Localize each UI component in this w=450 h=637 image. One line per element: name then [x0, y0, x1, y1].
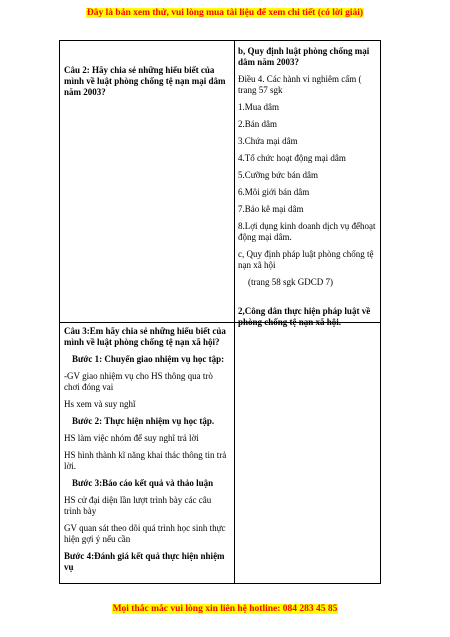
step-2-line: HS hình thành kĩ năng khai thác thông tin trả lời. — [64, 450, 227, 471]
list-item: 1.Mua dâm — [238, 102, 279, 112]
list-item: 4.Tổ chức hoạt động mại dâm — [238, 153, 346, 163]
step-1-line: -GV giao nhiệm vụ cho HS thông qua trò chơi đóng vai — [64, 371, 213, 392]
preview-banner: Đây là bản xem thử, vui lòng mua tài liệu để xem chi tiết (có lời giải) — [86, 8, 364, 18]
article-4: Điều 4. Các hành vi nghiêm cấm ( trang 57 sgk — [238, 74, 362, 95]
list-item: 3.Chứa mại dâm — [238, 136, 298, 146]
step-3-title: Bước 3:Báo cáo kết quả và thảo luận — [72, 478, 214, 488]
list-item: 8.Lợi dụng kinh doanh dịch vụ đểhoạt động mại dâm. — [238, 221, 376, 242]
list-item: 7.Bảo kê mại dâm — [238, 204, 304, 214]
list-item: 6.Môi giới bán dâm — [238, 187, 310, 197]
column-divider — [234, 41, 235, 583]
heading-2: 2,Công dân thực hiện pháp luật về phòng chống tệ nạn xã hội. — [238, 306, 371, 327]
step-1-title: Bước 1: Chuyển giao nhiệm vụ học tập: — [72, 354, 225, 364]
step-4-title: Bước 4:Đánh giá kết quả thực hiện nhiệm vụ — [64, 551, 225, 572]
hotline-banner: Mọi thắc mắc vui lòng xin liên hệ hotline: 084 283 45 85 — [112, 604, 338, 614]
step-2-title: Bước 2: Thực hiện nhiệm vụ học tập. — [72, 416, 215, 426]
left-bottom-cell — [64, 326, 230, 579]
page-reference: (trang 58 sgk GDCD 7) — [248, 277, 333, 287]
right-cell — [238, 46, 378, 334]
step-3-line: GV quan sát theo dõi quá trình học sinh thực hiện gợi ý nếu cần — [64, 523, 226, 544]
step-3-line: HS cử đại diện lần lượt trình bày các câu trình bày — [64, 495, 212, 516]
question-3: Câu 3:Em hãy chia sẻ những hiểu biết của mình về luật phòng chống tệ nạn xã hội? — [64, 326, 226, 347]
step-2-line: HS làm việc nhóm để suy nghĩ trả lời — [64, 433, 199, 443]
heading-b: b, Quy định luật phòng chống mại dâm năm 2003? — [238, 46, 370, 67]
heading-c: c, Quy định pháp luật phòng chống tệ nạn xã hội — [238, 249, 374, 270]
list-item: 2.Bán dâm — [238, 119, 277, 129]
left-top-cell — [64, 65, 230, 104]
step-1-line: Hs xem và suy nghĩ — [64, 399, 136, 409]
list-item: 5.Cưỡng bức bán dâm — [238, 170, 319, 180]
question-2: Câu 2: Hãy chia sẻ những hiểu biết của mình về luật phòng chống tệ nạn mại dâm năm 2003? — [64, 65, 226, 97]
lesson-table — [59, 40, 381, 584]
